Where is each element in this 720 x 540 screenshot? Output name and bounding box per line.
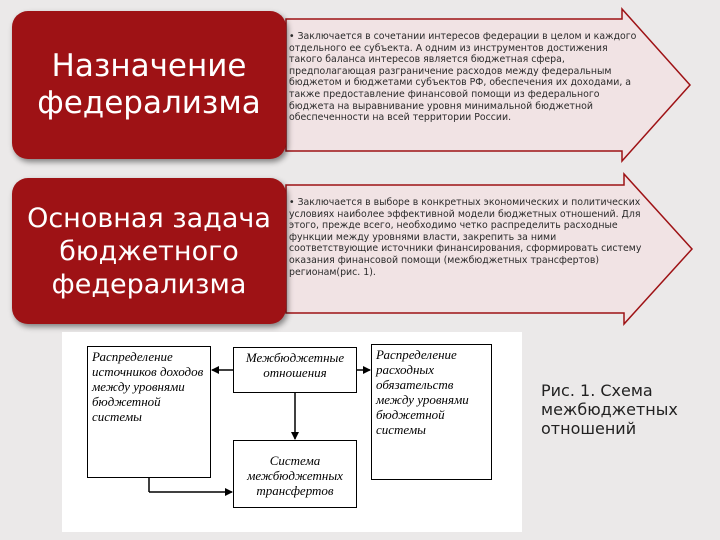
box-federalism-purpose <box>12 11 286 159</box>
scheme-box-intergovernmental-relations: Межбюджетные отношения <box>233 347 357 393</box>
scheme-box-revenue-distribution: Распределение источников доходов между уровнями бюджетной системы <box>87 346 211 478</box>
arrow-text-2: • Заключается в выборе в конкретных экономических и политических условиях наиболее эффективной модели бюджетных отношений. Для этого, прежде всего, необходимо четко распределить расходные функции между уровнями власти, закрепить за ними соответствующие источники финансирования, сформировать систему оказания финансовой помощи (межбюджетных трансфертов) регионам(рис. 1). <box>289 197 642 278</box>
scheme-box-transfer-system: Система межбюджетных трансфертов <box>233 440 357 508</box>
figure-caption: Рис. 1. Схема межбюджетных отношений <box>541 381 678 438</box>
scheme-box-expenditure-distribution: Распределение расходных обязательств между уровнями бюджетной системы <box>371 344 492 480</box>
box-federalism-purpose-label: Назначение федерализма <box>37 48 261 121</box>
box-budget-federalism-task-label: Основная задача бюджетного федерализма <box>27 202 271 300</box>
box-budget-federalism-task <box>12 178 286 324</box>
arrow-text-1: • Заключается в сочетании интересов федерации в целом и каждого отдельного ее субъекта. А одним из инструментов достижения такого баланса интересов является бюджетная сфера, предполагающая разграничение расходов между федеральным бюджетом и бюджетами субъектов РФ, обеспечения их доходами, а также предоставление финансовой помощи из федерального бюджета на выравнивание уровня минимальной бюджетной обеспеченности на всей территории России. <box>289 31 637 124</box>
scheme-figure <box>62 332 522 532</box>
